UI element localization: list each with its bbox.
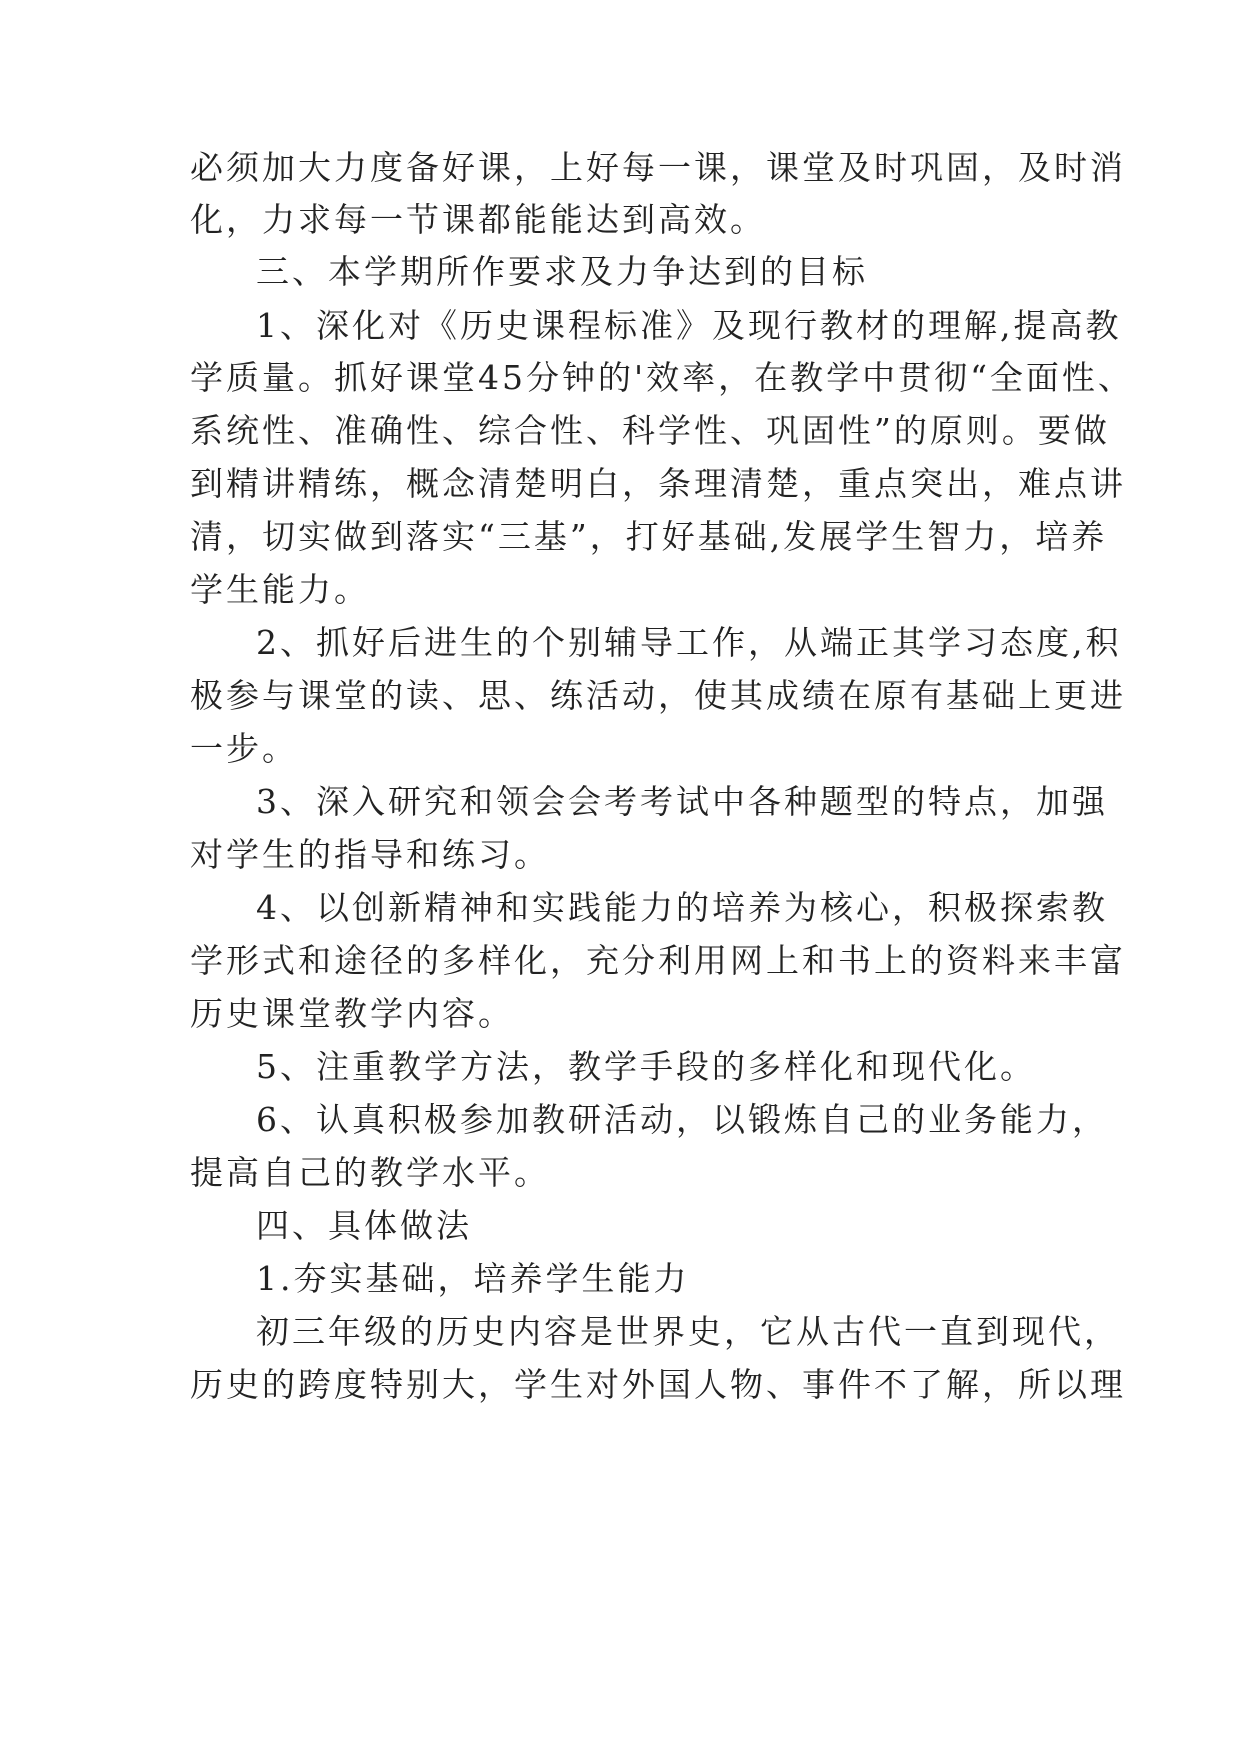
- paragraph-line: 一步。: [190, 729, 298, 768]
- paragraph-line: 清，切实做到落实“三基”，打好基础,发展学生智力，培养: [190, 517, 1108, 556]
- paragraph-line: 历史课堂教学内容。: [190, 994, 514, 1033]
- paragraph-line: 学生能力。: [190, 570, 370, 609]
- paragraph-line: 3、深入研究和领会会考考试中各种题型的特点，加强: [256, 782, 1108, 821]
- paragraph-line: 必须加大力度备好课，上好每一课，课堂及时巩固，及时消: [190, 148, 1126, 187]
- paragraph-line: 6、认真积极参加教研活动，以锻炼自己的业务能力，: [256, 1100, 1108, 1139]
- paragraph-line: 5、注重教学方法，教学手段的多样化和现代化。: [256, 1047, 1036, 1086]
- paragraph-line: 4、以创新精神和实践能力的培养为核心，积极探索教: [256, 888, 1108, 927]
- paragraph-line: 化，力求每一节课都能能达到高效。: [190, 200, 766, 239]
- paragraph-line: 对学生的指导和练习。: [190, 835, 550, 874]
- paragraph-line: 到精讲精练，概念清楚明白，条理清楚，重点突出，难点讲: [190, 464, 1126, 503]
- paragraph-line: 2、抓好后进生的个别辅导工作，从端正其学习态度,积: [256, 623, 1122, 662]
- paragraph-line: 历史的跨度特别大，学生对外国人物、事件不了解，所以理: [190, 1365, 1126, 1404]
- paragraph-line: 提高自己的教学水平。: [190, 1153, 550, 1192]
- paragraph-line: 学质量。抓好课堂45分钟的'效率，在教学中贯彻“全面性、: [190, 358, 1134, 397]
- paragraph-line: 初三年级的历史内容是世界史，它从古代一直到现代，: [256, 1312, 1120, 1351]
- paragraph-line: 学形式和途径的多样化，充分利用网上和书上的资料来丰富: [190, 941, 1126, 980]
- subsection-heading: 1.夯实基础，培养学生能力: [256, 1259, 690, 1298]
- paragraph-line: 1、深化对《历史课程标准》及现行教材的理解,提高教: [256, 306, 1122, 345]
- paragraph-line: 系统性、准确性、综合性、科学性、巩固性”的原则。要做: [190, 411, 1110, 450]
- section-heading: 三、本学期所作要求及力争达到的目标: [256, 252, 868, 291]
- section-heading: 四、具体做法: [256, 1206, 472, 1245]
- paragraph-line: 极参与课堂的读、思、练活动，使其成绩在原有基础上更进: [190, 676, 1126, 715]
